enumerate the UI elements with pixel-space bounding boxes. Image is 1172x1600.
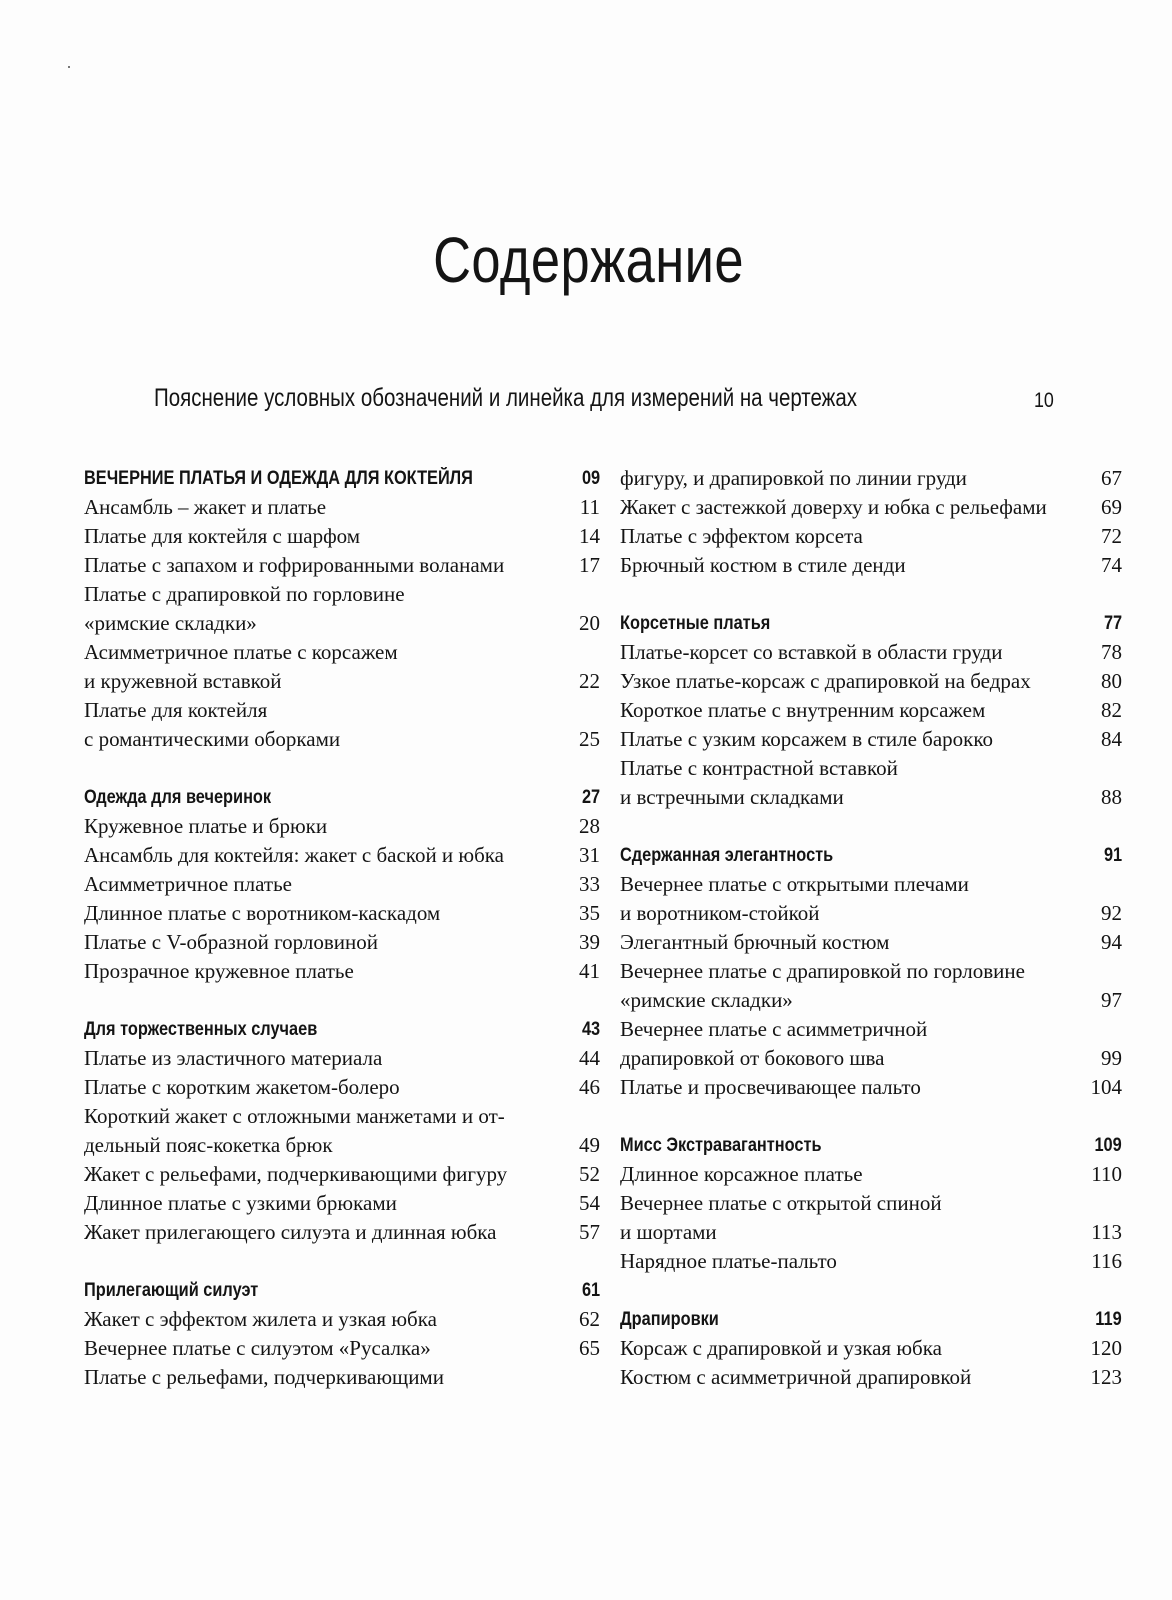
entry-title: драпировкой от бокового шва	[620, 1046, 885, 1070]
section-gap	[82, 1247, 600, 1276]
entry-title: Жакет с застежкой доверху и юбка с рельефами	[620, 495, 1047, 519]
toc-entry[interactable]	[618, 696, 1122, 725]
section-heading[interactable]	[82, 1276, 600, 1305]
toc-entry[interactable]	[82, 1218, 600, 1247]
entry-title: Брючный костюм в стиле денди	[620, 553, 906, 577]
page-number: 27	[581, 787, 600, 808]
entry-title: Элегантный брючный костюм	[620, 930, 890, 954]
page-number: 91	[1103, 845, 1122, 866]
entry-title: «римские складки»	[620, 988, 793, 1012]
page-number: 49	[579, 1133, 600, 1157]
entry-title: и кружевной вставкой	[84, 669, 282, 693]
page-number: 77	[1103, 613, 1122, 634]
page-title: Содержание	[433, 224, 744, 296]
toc-entry[interactable]	[82, 841, 600, 870]
entry-title: Ансамбль – жакет и платье	[84, 495, 327, 519]
toc-entry[interactable]	[618, 1363, 1122, 1392]
toc-entry[interactable]	[82, 1131, 600, 1160]
page-number: 104	[1090, 1075, 1122, 1099]
section-heading[interactable]	[82, 783, 600, 812]
toc-entry[interactable]	[82, 1073, 600, 1102]
toc-entry[interactable]	[82, 1305, 600, 1334]
entry-title: Платье-корсет со вставкой в области груди	[620, 640, 1003, 664]
toc-entry[interactable]	[82, 696, 600, 725]
page-number: 39	[579, 930, 600, 954]
legend-page-number: 10	[1034, 389, 1054, 412]
toc-entry[interactable]	[618, 1334, 1122, 1363]
entry-title: Длинное платье с воротником-каскадом	[84, 901, 441, 925]
section-gap	[618, 1102, 1122, 1131]
toc-entry[interactable]	[82, 493, 600, 522]
toc-entry[interactable]	[82, 899, 600, 928]
page-number: 09	[581, 468, 600, 489]
toc-entry[interactable]	[618, 928, 1122, 957]
entry-title: Асимметричное платье	[84, 872, 292, 896]
page-number: 52	[579, 1162, 600, 1186]
toc-entry[interactable]	[82, 1102, 600, 1131]
entry-title: фигуру, и драпировкой по линии груди	[620, 466, 967, 490]
page-number: 62	[579, 1307, 600, 1331]
page-number: 44	[579, 1046, 600, 1070]
entry-title: Короткое платье с внутренним корсажем	[620, 698, 986, 722]
entry-title: и встречными складками	[620, 785, 844, 809]
entry-title: «римские складки»	[84, 611, 257, 635]
entry-title: Узкое платье-корсаж с драпировкой на бедрах	[620, 669, 1031, 693]
entry-title: Вечернее платье с силуэтом «Русалка»	[84, 1336, 431, 1360]
page-number: 123	[1090, 1365, 1122, 1389]
page-number: 46	[579, 1075, 600, 1099]
toc-entry[interactable]	[82, 957, 600, 986]
entry-title: Длинное корсажное платье	[620, 1162, 863, 1186]
page-number: 113	[1091, 1220, 1122, 1244]
scan-speck	[68, 66, 70, 68]
entry-title: Ансамбль для коктейля: жакет с баской и юбка	[84, 843, 504, 867]
entry-title: Вечернее платье с открытыми плечами	[620, 872, 969, 896]
toc-left-column	[82, 464, 600, 1392]
page-number: 110	[1091, 1162, 1122, 1186]
section-gap	[618, 1276, 1122, 1305]
page-number: 11	[579, 495, 600, 519]
page-number: 20	[579, 611, 600, 635]
entry-title: Платье с рельефами, подчеркивающими	[84, 1365, 444, 1389]
page-number: 80	[1101, 669, 1122, 693]
section-title: Сдержанная элегантность	[620, 845, 834, 866]
page-number: 99	[1101, 1046, 1122, 1070]
section-heading[interactable]	[618, 1131, 1122, 1160]
toc-right-column	[618, 464, 1122, 1392]
entry-title: и воротником-стойкой	[620, 901, 820, 925]
page-number: 78	[1101, 640, 1122, 664]
page-number: 25	[579, 727, 600, 751]
section-heading[interactable]	[82, 1015, 600, 1044]
page-number: 67	[1101, 466, 1122, 490]
entry-title: и шортами	[620, 1220, 717, 1244]
page-number: 35	[579, 901, 600, 925]
section-gap	[82, 986, 600, 1015]
toc-entry[interactable]	[618, 551, 1122, 580]
toc-entry[interactable]	[618, 1247, 1122, 1276]
page-number: 94	[1101, 930, 1122, 954]
page-number: 43	[581, 1019, 600, 1040]
section-heading[interactable]	[618, 841, 1122, 870]
entry-title: Асимметричное платье с корсажем	[84, 640, 398, 664]
toc-entry[interactable]	[618, 522, 1122, 551]
toc-entry[interactable]	[82, 522, 600, 551]
entry-title: Прозрачное кружевное платье	[84, 959, 354, 983]
entry-title: Костюм с асимметричной драпировкой	[620, 1365, 972, 1389]
entry-title: Короткий жакет с отложными манжетами и от-	[84, 1104, 505, 1128]
toc-entry[interactable]	[618, 1015, 1122, 1044]
entry-title: дельный пояс-кокетка брюк	[84, 1133, 333, 1157]
page-number: 61	[581, 1280, 600, 1301]
page-number: 57	[579, 1220, 600, 1244]
entry-title: Платье с запахом и гофрированными воланами	[84, 553, 505, 577]
page-number: 97	[1101, 988, 1122, 1012]
page-number: 92	[1101, 901, 1122, 925]
toc-entry[interactable]	[82, 1160, 600, 1189]
page-number: 33	[579, 872, 600, 896]
toc-entry[interactable]	[618, 638, 1122, 667]
toc-entry[interactable]	[618, 464, 1122, 493]
page-number: 41	[579, 959, 600, 983]
section-title: Одежда для вечеринок	[84, 787, 272, 808]
toc-entry[interactable]	[82, 1044, 600, 1073]
toc-entry[interactable]	[618, 493, 1122, 522]
entry-title: Вечернее платье с драпировкой по горловине	[620, 959, 1025, 983]
page-number: 120	[1090, 1336, 1122, 1360]
section-title: Прилегающий силуэт	[84, 1280, 259, 1301]
entry-title: Платье с эффектом корсета	[620, 524, 863, 548]
section-title: Драпировки	[620, 1309, 719, 1330]
page-number: 22	[579, 669, 600, 693]
entry-title: Платье с контрастной вставкой	[620, 756, 898, 780]
toc-entry[interactable]	[82, 812, 600, 841]
toc-entry[interactable]	[82, 928, 600, 957]
toc-entry[interactable]	[618, 957, 1122, 986]
section-title: ВЕЧЕРНИЕ ПЛАТЬЯ И ОДЕЖДА ДЛЯ КОКТЕЙЛЯ	[84, 468, 473, 489]
toc-entry[interactable]	[82, 1189, 600, 1218]
toc-entry[interactable]	[82, 1363, 600, 1392]
toc-entry[interactable]	[618, 986, 1122, 1015]
toc-entry[interactable]	[618, 1044, 1122, 1073]
toc-entry[interactable]	[618, 1160, 1122, 1189]
toc-entry[interactable]	[82, 638, 600, 667]
entry-title: Платье с коротким жакетом-болеро	[84, 1075, 400, 1099]
toc-entry[interactable]	[82, 1334, 600, 1363]
page-number: 74	[1101, 553, 1122, 577]
section-heading[interactable]	[82, 464, 600, 493]
entry-title: Платье с драпировкой по горловине	[84, 582, 405, 606]
page-number: 109	[1094, 1135, 1122, 1156]
page-number: 54	[579, 1191, 600, 1215]
entry-title: Корсаж с драпировкой и узкая юбка	[620, 1336, 942, 1360]
page-number: 72	[1101, 524, 1122, 548]
page-number: 119	[1095, 1309, 1122, 1330]
page-number: 88	[1101, 785, 1122, 809]
section-gap	[618, 580, 1122, 609]
page-number: 28	[579, 814, 600, 838]
section-title: Мисс Экстравагантность	[620, 1135, 822, 1156]
page-number: 14	[579, 524, 600, 548]
toc-entry[interactable]	[82, 609, 600, 638]
section-heading[interactable]	[618, 609, 1122, 638]
toc-entry[interactable]	[618, 725, 1122, 754]
entry-title: Жакет с эффектом жилета и узкая юбка	[84, 1307, 437, 1331]
entry-title: Платье для коктейля	[84, 698, 268, 722]
page-number: 17	[579, 553, 600, 577]
toc-entry[interactable]	[82, 667, 600, 696]
entry-title: Платье и просвечивающее пальто	[620, 1075, 921, 1099]
toc-entry[interactable]	[618, 1189, 1122, 1218]
toc-entry[interactable]	[618, 1218, 1122, 1247]
entry-title: Платье для коктейля с шарфом	[84, 524, 361, 548]
toc-entry[interactable]	[618, 667, 1122, 696]
toc-entry[interactable]	[618, 870, 1122, 899]
toc-entry[interactable]	[618, 899, 1122, 928]
toc-entry[interactable]	[82, 870, 600, 899]
toc-entry[interactable]	[618, 783, 1122, 812]
entry-title: Кружевное платье и брюки	[84, 814, 328, 838]
section-title: Корсетные платья	[620, 613, 771, 634]
entry-title: Платье с узким корсажем в стиле барокко	[620, 727, 994, 751]
section-heading[interactable]	[618, 1305, 1122, 1334]
page-number: 65	[579, 1336, 600, 1360]
page-number: 84	[1101, 727, 1122, 751]
entry-title: Длинное платье с узкими брюками	[84, 1191, 397, 1215]
toc-entry[interactable]	[82, 580, 600, 609]
toc-entry[interactable]	[82, 551, 600, 580]
section-gap	[618, 812, 1122, 841]
entry-title: Платье из эластичного материала	[84, 1046, 383, 1070]
toc-entry[interactable]	[82, 725, 600, 754]
page-number: 116	[1091, 1249, 1122, 1273]
page-number: 82	[1101, 698, 1122, 722]
entry-title: Платье с V-образной горловиной	[84, 930, 378, 954]
entry-title: Нарядное платье-пальто	[620, 1249, 837, 1273]
toc-entry[interactable]	[618, 754, 1122, 783]
section-title: Для торжественных случаев	[84, 1019, 318, 1040]
page-number: 69	[1101, 495, 1122, 519]
entry-title: Жакет прилегающего силуэта и длинная юбка	[84, 1220, 497, 1244]
legend-entry[interactable]: Пояснение условных обозначений и линейка для измерений на чертежах	[154, 384, 857, 412]
entry-title: с романтическими оборками	[84, 727, 341, 751]
entry-title: Вечернее платье с асимметричной	[620, 1017, 928, 1041]
page-number: 31	[579, 843, 600, 867]
section-gap	[82, 754, 600, 783]
toc-entry[interactable]	[618, 1073, 1122, 1102]
entry-title: Жакет с рельефами, подчеркивающими фигуру	[84, 1162, 508, 1186]
entry-title: Вечернее платье с открытой спиной	[620, 1191, 942, 1215]
